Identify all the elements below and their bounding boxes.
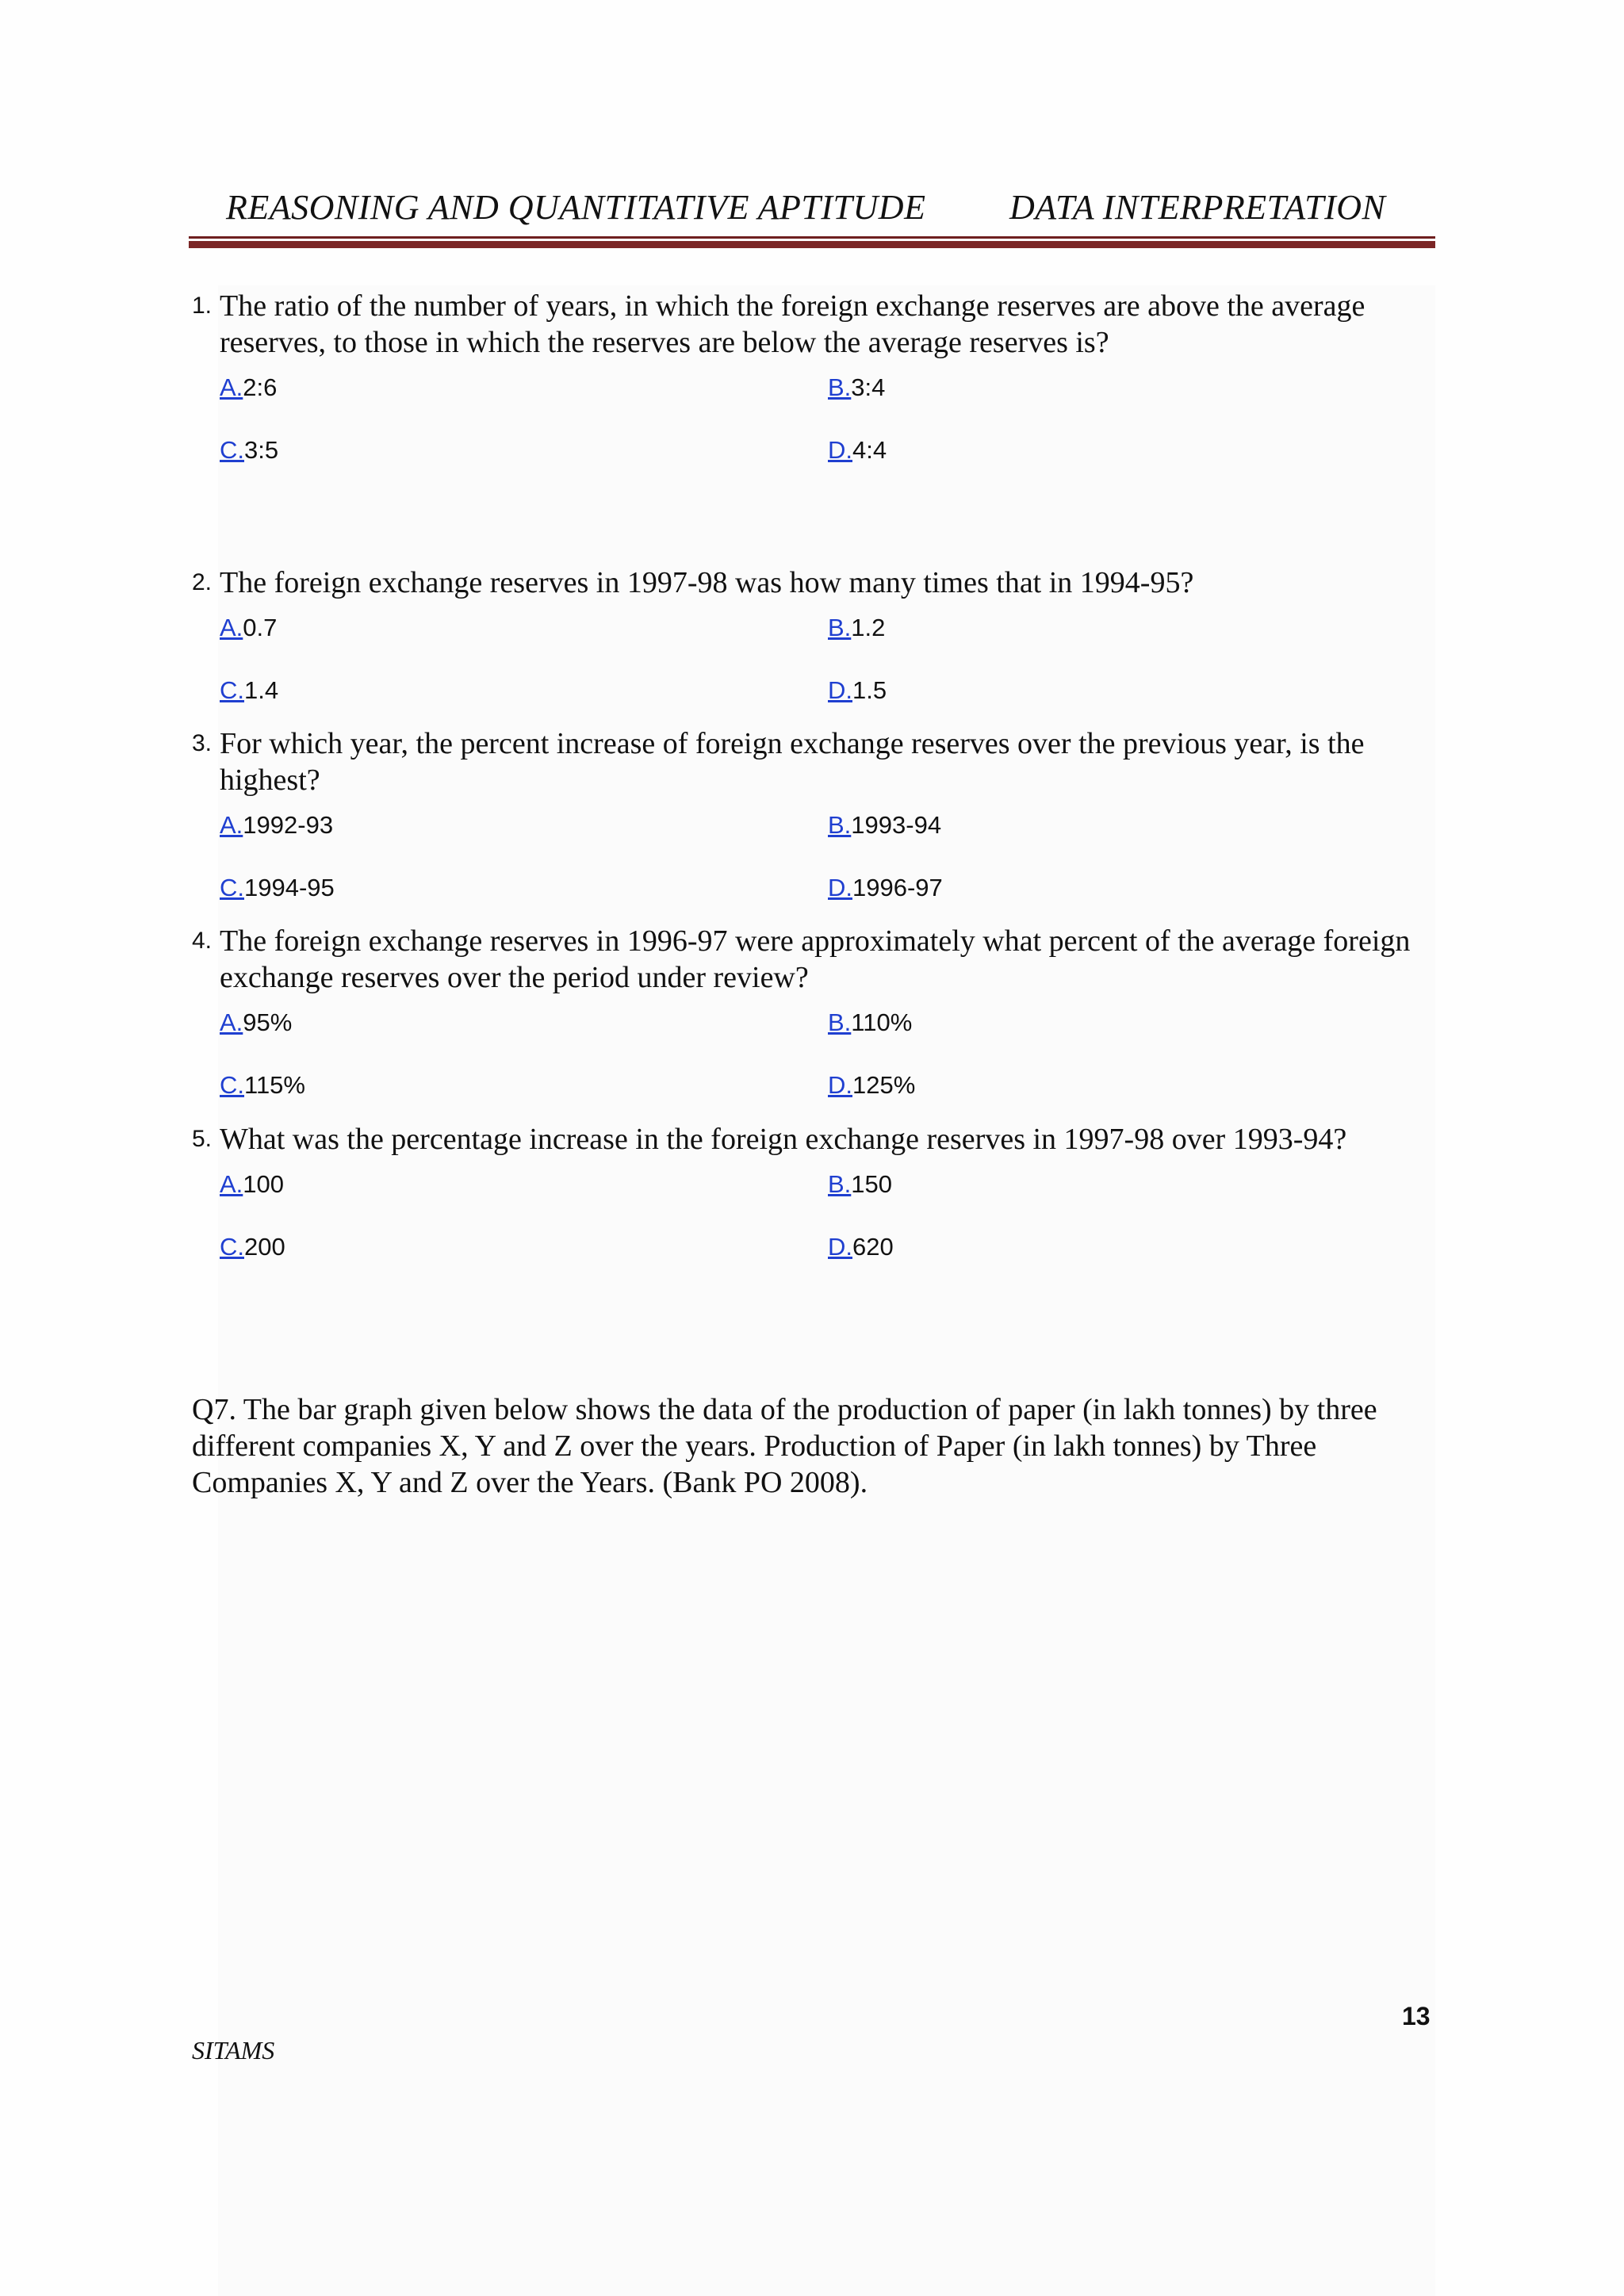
option-value: 1.5	[852, 676, 887, 704]
option-letter-link[interactable]: B.	[828, 1008, 852, 1036]
option-value: 100	[243, 1170, 285, 1198]
option-a[interactable]	[220, 612, 277, 644]
option-letter-link[interactable]: B.	[828, 1170, 852, 1198]
page-header	[189, 187, 1435, 251]
question-text: The foreign exchange reserves in 1996-97 were approximately what percent of the average foreign exchange reserves over the period under review?	[220, 924, 1411, 994]
option-letter-link[interactable]: A.	[220, 1008, 243, 1036]
option-letter-link[interactable]: C.	[220, 676, 244, 704]
option-letter-link[interactable]: D.	[828, 436, 852, 464]
option-letter-link[interactable]: B.	[828, 811, 852, 839]
question-number: 5.	[192, 1126, 213, 1152]
question-text: The foreign exchange reserves in 1997-98 was how many times that in 1994-95?	[220, 566, 1194, 599]
option-value: 95%	[243, 1008, 293, 1036]
option-letter-link[interactable]: C.	[220, 436, 244, 464]
option-c[interactable]	[220, 434, 278, 466]
question-3	[192, 725, 1445, 924]
answer-options	[220, 361, 1445, 486]
header-rule-thin	[189, 236, 1435, 239]
option-value: 1.4	[244, 676, 279, 704]
question-number: 4.	[192, 928, 213, 954]
option-letter-link[interactable]: D.	[828, 1071, 852, 1099]
option-a[interactable]	[220, 372, 277, 404]
option-value: 1992-93	[243, 811, 334, 839]
option-letter-link[interactable]: A.	[220, 1170, 243, 1198]
option-c[interactable]	[220, 872, 335, 904]
question-2	[192, 564, 1445, 726]
option-value: 115%	[244, 1071, 305, 1099]
option-value: 110%	[851, 1008, 913, 1036]
question-number: 2.	[192, 569, 213, 595]
option-d[interactable]	[828, 1070, 915, 1101]
option-value: 200	[244, 1233, 285, 1261]
option-a[interactable]	[220, 1169, 284, 1200]
option-c[interactable]	[220, 1231, 285, 1263]
option-letter-link[interactable]: B.	[828, 373, 852, 401]
q7-paragraph: Q7. The bar graph given below shows the data of the production of paper (in lakh tonnes) by three different companies X, Y and Z over the years. Production of Paper (in lakh tonnes) by Three Companies X, Y and Z over the Years. (Bank PO 2008).	[192, 1393, 1377, 1499]
option-value: 2:6	[243, 373, 278, 401]
option-letter-link[interactable]: C.	[220, 1233, 244, 1261]
option-value: 1.2	[851, 614, 886, 641]
option-letter-link[interactable]: D.	[828, 1233, 852, 1261]
option-b[interactable]	[828, 1169, 892, 1200]
option-letter-link[interactable]: A.	[220, 614, 243, 641]
option-letter-link[interactable]: D.	[828, 676, 852, 704]
option-d[interactable]	[828, 675, 887, 706]
option-value: 3:4	[851, 373, 886, 401]
option-value: 150	[851, 1170, 893, 1198]
option-letter-link[interactable]: A.	[220, 811, 243, 839]
option-d[interactable]	[828, 872, 943, 904]
option-letter-link[interactable]: B.	[828, 614, 852, 641]
option-letter-link[interactable]: C.	[220, 874, 244, 901]
question-text: What was the percentage increase in the foreign exchange reserves in 1997-98 over 1993-94?	[220, 1123, 1347, 1156]
footer-institution: SITAMS	[192, 2036, 275, 2064]
question-text: For which year, the percent increase of foreign exchange reserves over the previous year, is the highest?	[220, 727, 1365, 797]
question-5	[192, 1121, 1445, 1283]
option-letter-link[interactable]: D.	[828, 874, 852, 901]
question-number: 3.	[192, 730, 213, 756]
option-letter-link[interactable]: C.	[220, 1071, 244, 1099]
option-value: 620	[852, 1233, 894, 1261]
header-section-title: DATA INTERPRETATION	[1009, 188, 1386, 227]
option-b[interactable]	[828, 809, 941, 841]
option-value: 1993-94	[851, 811, 942, 839]
option-value: 1996-97	[852, 874, 943, 901]
option-value: 125%	[852, 1071, 916, 1099]
option-c[interactable]	[220, 675, 278, 706]
question-1	[192, 288, 1445, 486]
option-value: 4:4	[852, 436, 887, 464]
option-a[interactable]	[220, 1007, 292, 1039]
page-number: 13	[1402, 2002, 1431, 2030]
option-a[interactable]	[220, 809, 333, 841]
option-d[interactable]	[828, 434, 887, 466]
question-text: The ratio of the number of years, in which the foreign exchange reserves are above the average reserves, to those in which the reserves are below the average reserves is?	[220, 289, 1365, 359]
question-4	[192, 923, 1445, 1121]
answer-options	[220, 1158, 1445, 1283]
option-letter-link[interactable]: A.	[220, 373, 243, 401]
question-number: 1.	[192, 293, 213, 319]
option-b[interactable]	[828, 612, 885, 644]
option-value: 0.7	[243, 614, 278, 641]
answer-options	[220, 996, 1445, 1121]
option-c[interactable]	[220, 1070, 305, 1101]
header-subject-title: REASONING AND QUANTITATIVE APTITUDE	[226, 188, 926, 227]
header-rule-thick	[189, 241, 1435, 248]
option-b[interactable]	[828, 1007, 912, 1039]
option-d[interactable]	[828, 1231, 894, 1263]
option-value: 1994-95	[244, 874, 335, 901]
answer-options	[220, 798, 1445, 924]
answer-options	[220, 601, 1445, 726]
option-value: 3:5	[244, 436, 279, 464]
option-b[interactable]	[828, 372, 885, 404]
